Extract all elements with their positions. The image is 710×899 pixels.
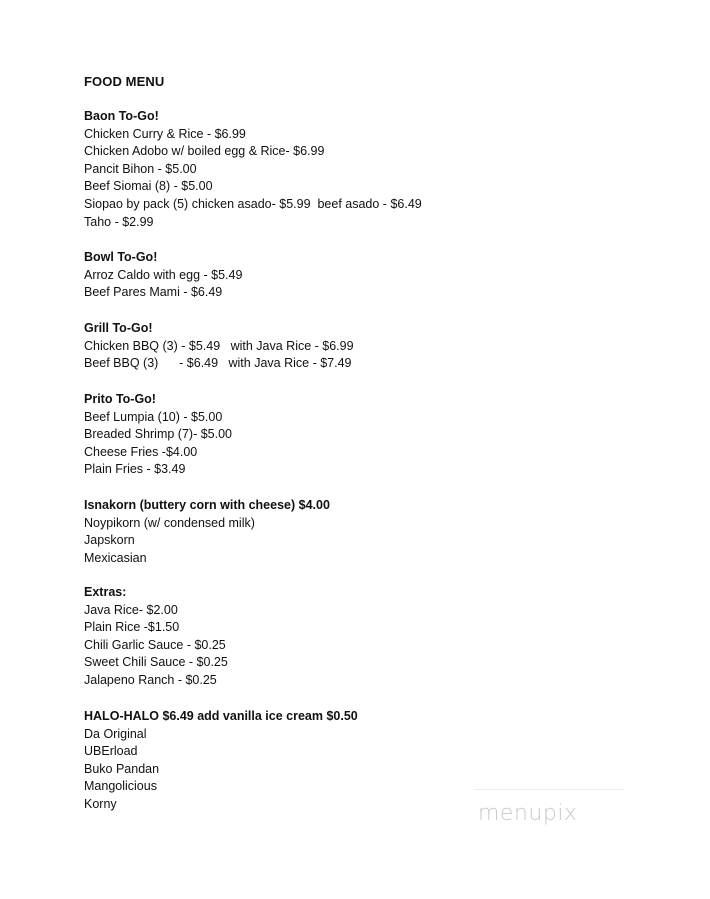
menu-item: Noypikorn (w/ condensed milk) [84, 515, 255, 530]
menu-item: Japskorn [84, 533, 135, 548]
section-heading: Grill To-Go! [84, 321, 153, 335]
section-prito [84, 391, 232, 479]
section-grill [84, 320, 354, 373]
menu-item: Beef Siomai (8) - $5.00 [84, 179, 213, 194]
menu-item: Chicken Adobo w/ boiled egg & Rice- $6.99 [84, 144, 325, 159]
menu-item: Sweet Chili Sauce - $0.25 [84, 655, 228, 670]
menu-item: Cheese Fries -$4.00 [84, 444, 198, 459]
menu-item: Beef Pares Mami - $6.49 [84, 285, 223, 300]
menu-item: Arroz Caldo with egg - $5.49 [84, 267, 243, 282]
section-heading: HALO-HALO $6.49 add vanilla ice cream $0.50 [84, 709, 358, 723]
menu-item: Beef Lumpia (10) - $5.00 [84, 409, 223, 424]
section-heading: Prito To-Go! [84, 392, 156, 406]
section-heading: Bowl To-Go! [84, 250, 158, 264]
section-baon [84, 108, 422, 231]
menupix-watermark [474, 783, 624, 831]
menu-item: Chicken Curry & Rice - $6.99 [84, 126, 246, 141]
menu-title: FOOD MENU [84, 74, 165, 89]
menu-item: UBErload [84, 744, 138, 759]
menu-item: Mexicasian [84, 550, 147, 565]
menu-item: Mangolicious [84, 779, 157, 794]
section-heading: Extras: [84, 585, 127, 599]
section-heading: Baon To-Go! [84, 109, 159, 123]
menu-item: Taho - $2.99 [84, 214, 154, 229]
menu-item: Java Rice- $2.00 [84, 602, 178, 617]
menu-item: Jalapeno Ranch - $0.25 [84, 672, 217, 687]
menu-item: Plain Rice -$1.50 [84, 620, 180, 635]
section-heading: Isnakorn (buttery corn with cheese) $4.00 [84, 498, 330, 512]
menu-item: Chili Garlic Sauce - $0.25 [84, 637, 226, 652]
menu-item: Beef BBQ (3) - $6.49 with Java Rice - $7.49 [84, 356, 352, 371]
menu-item: Korny [84, 796, 117, 811]
watermark-logo-text: menupix [478, 801, 578, 826]
menu-item: Plain Fries - $3.49 [84, 462, 186, 477]
menu-item: Pancit Bihon - $5.00 [84, 161, 197, 176]
watermark-divider [474, 789, 624, 790]
menu-item: Siopao by pack (5) chicken asado- $5.99 beef asado - $6.49 [84, 196, 422, 211]
menu-item: Da Original [84, 726, 147, 741]
menu-item: Buko Pandan [84, 761, 160, 776]
section-halo-halo [84, 708, 358, 814]
menu-item: Breaded Shrimp (7)- $5.00 [84, 427, 232, 442]
menu-item: Chicken BBQ (3) - $5.49 with Java Rice - $6.99 [84, 338, 354, 353]
section-isnakorn [84, 497, 330, 567]
section-bowl [84, 249, 242, 302]
section-extras [84, 584, 228, 690]
